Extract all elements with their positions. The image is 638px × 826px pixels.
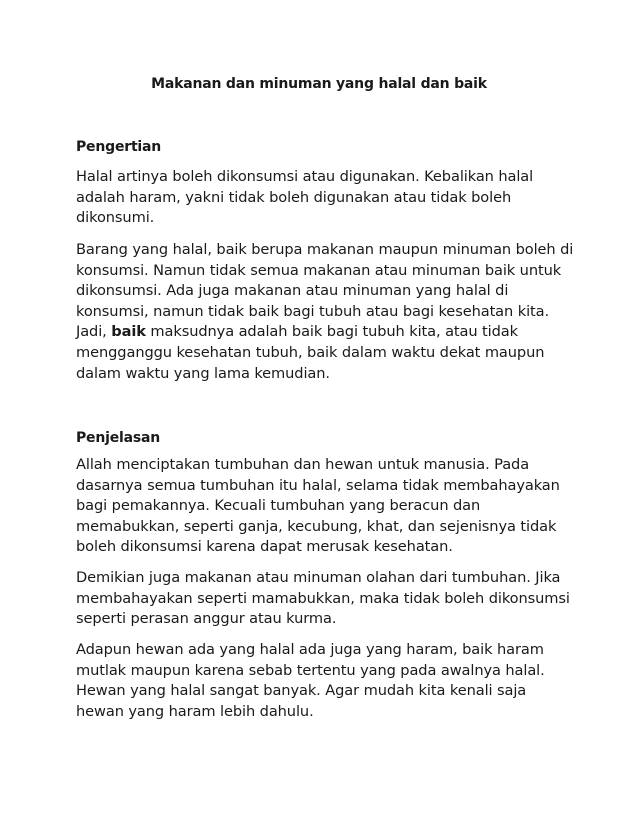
paragraph: Halal artinya boleh dikonsumsi atau digunakan. Kebalikan halal adalah haram, yakni tidak boleh digunakan atau tidak boleh dikonsumi. — [76, 168, 534, 227]
document-title: Makanan dan minuman yang halal dan baik — [151, 76, 487, 92]
paragraph — [76, 240, 576, 384]
paragraph: Adapun hewan ada yang halal ada juga yang haram, baik haram mutlak maupun karena sebab tertentu yang pada awalnya halal. Hewan yang halal sangat banyak. Agar mudah kita kenali saja hewan yang haram lebih dahulu. — [76, 641, 545, 720]
section-heading-penjelasan: Penjelasan — [76, 430, 161, 446]
paragraph: Demikian juga makanan atau minuman olahan dari tumbuhan. Jika membahayakan seperti mamabukkan, maka tidak boleh dikonsumsi seperti perasan anggur atau kurma. — [76, 569, 570, 628]
paragraph-text: Barang yang halal, baik berupa makanan maupun minuman boleh di konsumsi. Namun tidak semua makanan atau minuman baik untuk dikonsumsi. Ada juga makanan atau minuman yang halal di konsumsi, namun tidak baik bagi tubuh atau bagi kesehatan kita. Jadi, — [76, 241, 574, 341]
bold-term: baik — [111, 323, 146, 341]
paragraph-text: maksudnya adalah baik bagi tubuh kita, atau tidak mengganggu kesehatan tubuh, baik dalam waktu dekat maupun dalam waktu yang lama kemudian. — [76, 323, 545, 382]
paragraph: Allah menciptakan tumbuhan dan hewan untuk manusia. Pada dasarnya semua tumbuhan itu halal, selama tidak membahayakan bagi pemakannya. Kecuali tumbuhan yang beracun dan memabukkan, seperti ganja, kecubung, khat, dan sejenisnya tidak boleh dikonsumsi karena dapat merusak kesehatan. — [76, 456, 560, 556]
section-heading-pengertian: Pengertian — [76, 139, 162, 155]
